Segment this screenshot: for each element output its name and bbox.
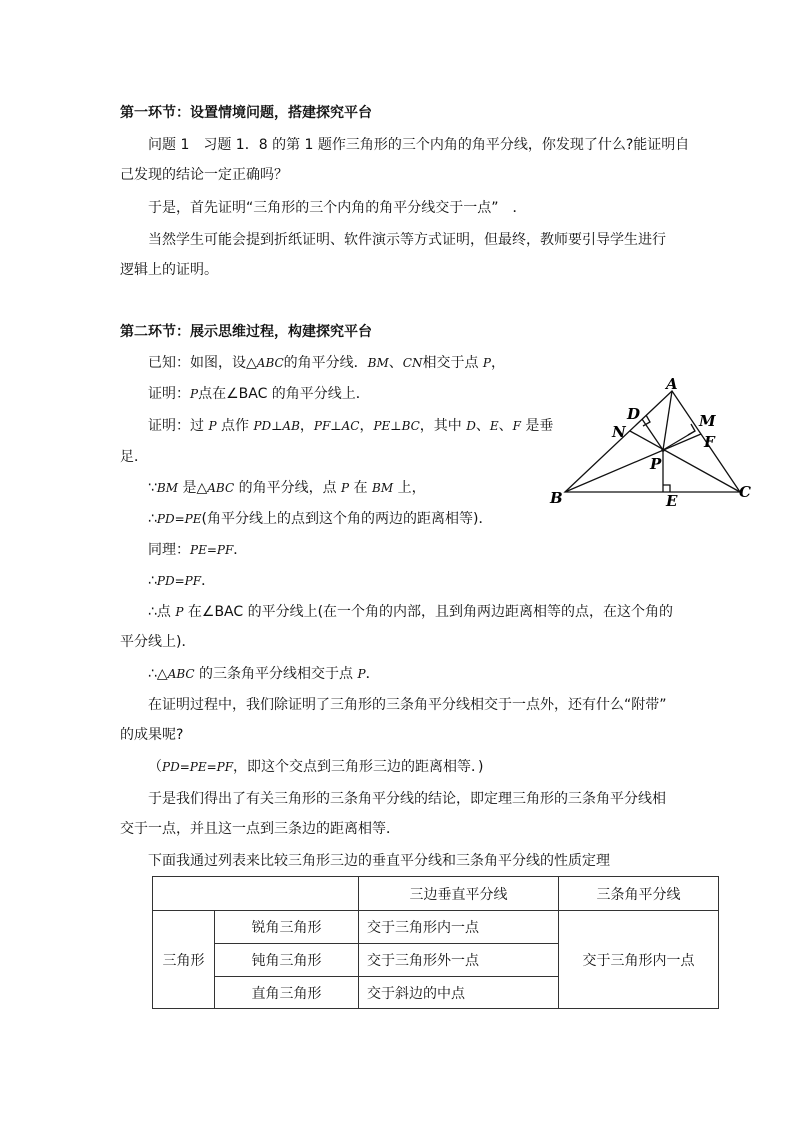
table-header-bisector: 三条角平分线 (559, 877, 719, 911)
table-bisector-result: 交于三角形内一点 (559, 911, 719, 1009)
label-f: F (704, 433, 715, 451)
prove-statement: 证明：P点在∠BAC 的角平分线上． (148, 386, 370, 402)
label-a: A (666, 375, 678, 393)
table-row-perp: 交于三角形外一点 (359, 944, 559, 977)
problem1-line2: 己发现的结论一定正确吗？ (120, 167, 288, 183)
paragraph-first-prove: 于是，首先证明“三角形的三个内角的角平分线交于一点” ． (148, 200, 527, 216)
proof-line1: 证明：过 P 点作 PD⊥AB，PF⊥AC，PE⊥BC，其中 D、E、F 是垂 (148, 418, 554, 434)
right-angle-f (688, 424, 695, 435)
paragraph-methods-line2: 逻辑上的证明。 (120, 262, 218, 278)
table-row-type: 直角三角形 (215, 977, 359, 1009)
therefore-2: ∴PD=PF． (148, 573, 216, 589)
label-n: N (612, 423, 626, 441)
bisector-bm (565, 434, 701, 492)
table-group-triangle: 三角形 (153, 911, 215, 1009)
table-row-type: 锐角三角形 (215, 911, 359, 944)
triangle-figure (540, 375, 760, 510)
table-intro: 下面我通过列表来比较三角形三边的垂直平分线和三条角平分线的性质定理 (148, 853, 610, 869)
similarly-statement: 同理：PE=PF． (148, 542, 248, 558)
table-header-perpendicular: 三边垂直平分线 (359, 877, 559, 911)
question-line1: 在证明过程中，我们除证明了三角形的三条角平分线相交于一点外，还有什么“附带” (148, 697, 667, 713)
problem1-line1: 问题 1 习题 1．8 的第 1 题作三角形的三个内角的角平分线，你发现了什么?能证明自 (148, 137, 690, 153)
conclusion-line1: 于是我们得出了有关三角形的三条角平分线的结论，即定理三角形的三条角平分线相 (148, 791, 666, 807)
table-header-empty (153, 877, 359, 911)
label-p: P (650, 455, 662, 473)
section2-heading: 第二环节：展示思维过程，构建探究平台 (120, 324, 372, 340)
answer-statement: （PD=PE=PF，即这个交点到三角形三边的距离相等．) (148, 759, 484, 775)
label-c: C (739, 483, 751, 501)
therefore-1: ∴PD=PE(角平分线上的点到这个角的两边的距离相等)． (148, 511, 493, 527)
conclusion-line2: 交于一点，并且这一点到三条边的距离相等． (120, 821, 400, 837)
label-b: B (550, 489, 563, 507)
paragraph-methods-line1: 当然学生可能会提到折纸证明、软件演示等方式证明，但最终，教师要引导学生进行 (148, 232, 666, 248)
table-row-type: 钝角三角形 (215, 944, 359, 977)
label-d: D (627, 405, 641, 423)
question-line2: 的成果呢? (120, 727, 184, 743)
comparison-table (152, 876, 719, 1009)
perpendicular-pd (642, 419, 663, 450)
section1-heading: 第一环节：设置情境问题，搭建探究平台 (120, 105, 372, 121)
therefore-3-line1: ∴点 P 在∠BAC 的平分线上(在一个角的内部，且到角两边距离相等的点，在这个角的 (148, 604, 674, 620)
segment-ap (663, 391, 672, 450)
proof-line1-cont: 足． (120, 449, 148, 465)
since-statement: ∵BM 是△ABC 的角平分线，点 P 在 BM 上， (148, 480, 426, 496)
therefore-4: ∴△ABC 的三条角平分线相交于点 P． (148, 666, 380, 682)
table-row-perp: 交于斜边的中点 (359, 977, 559, 1009)
given-statement: 已知：如图，设△ABC的角平分线．BM、CN相交于点 P， (148, 355, 505, 371)
table-row-perp: 交于三角形内一点 (359, 911, 559, 944)
therefore-3-line2: 平分线上)． (120, 634, 196, 650)
right-angle-e (663, 485, 670, 492)
label-m: M (699, 412, 716, 430)
label-e: E (666, 492, 678, 510)
